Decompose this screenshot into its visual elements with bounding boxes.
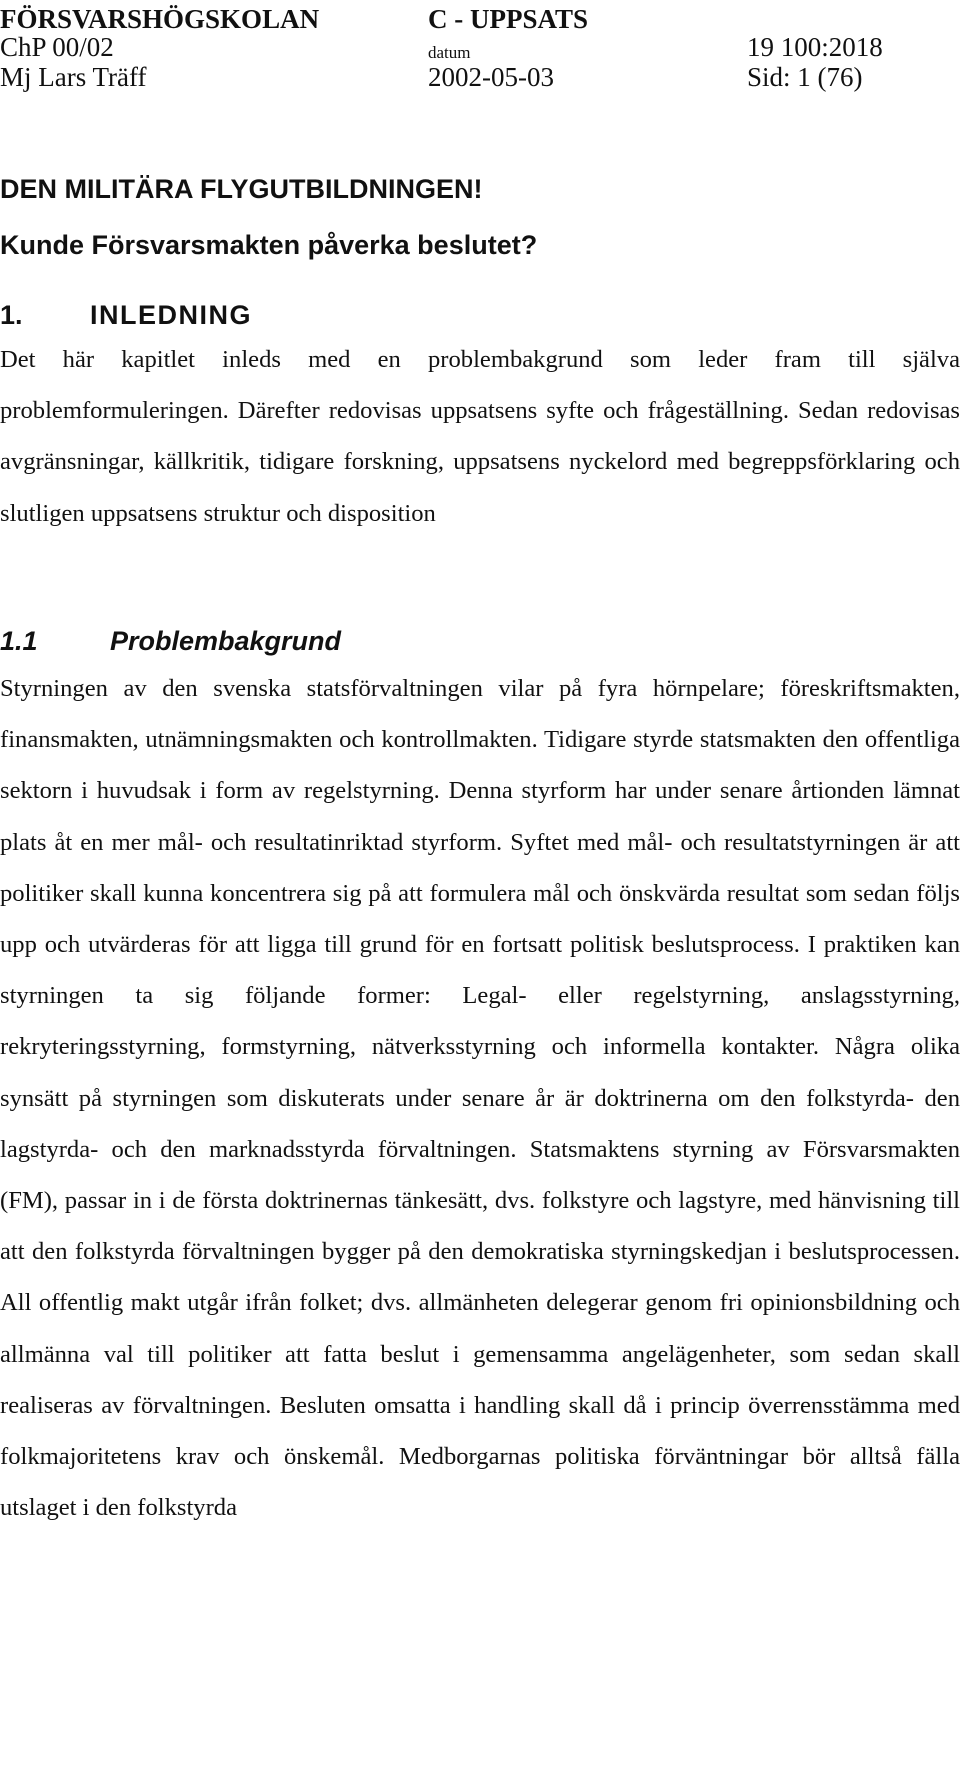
- section-number: 1.: [0, 300, 23, 330]
- page-number: Sid: 1 (76): [747, 62, 863, 92]
- author-name: Mj Lars Träff: [0, 62, 147, 92]
- header-row-3: [0, 60, 960, 100]
- subsection-heading: [0, 624, 950, 658]
- section-title: INLEDNING: [90, 300, 252, 330]
- document-title-line-2: Kunde Försvarsmakten påverka beslutet?: [0, 230, 538, 260]
- subsection-number: 1.1: [0, 626, 38, 656]
- school-name: FÖRSVARSHÖGSKOLAN: [0, 4, 320, 34]
- document-title-line-1: DEN MILITÄRA FLYGUTBILDNINGEN!: [0, 174, 483, 204]
- document-date: 2002-05-03: [428, 62, 554, 92]
- program-code: ChP 00/02: [0, 32, 114, 62]
- background-paragraph: Styrningen av den svenska statsförvaltningen vilar på fyra hörnpelare; föreskriftsmakten, finansmakten, utnämningsmakten och kontrollmakten. Tidigare styrde statsmakten den offentliga sektorn i huvudsak i form av regelstyrning. Denna styrform har under senare årtionden lämnat plats åt en mer mål- och resultatinriktad styrform. Syftet med mål- och resultatstyrningen är att politiker skall kunna koncentrera sig på att formulera mål och önskvärda resultat som sedan följs upp och utvärderas för att ligga till grund för en fortsatt politisk beslutsprocess. I praktiken kan styrningen ta sig följande former: Legal- eller regelstyrning, anslagsstyrning, rekryteringsstyrning, formstyrning, nätverksstyrning och informella kontakter. Några olika synsätt på styrningen som diskuterats under senare år är doktrinerna om den folkstyrda- den lagstyrda- och den marknadsstyrda förvaltningen. Statsmaktens styrning av Försvarsmakten (FM), passar in i de första doktrinernas tänkesätt, dvs. folkstyre och lagstyre, med hänvisning till att den folkstyrda förvaltningen bygger på den demokratiska styrningskedjan i beslutsprocessen. All offentlig makt utgår ifrån folket; dvs. allmänheten delegerar genom fri opinionsbildning och allmänna val till politiker att fatta beslut i gemensamma angelägenheter, som sedan skall realiseras av förvaltningen. Besluten omsatta i handling skall då i princip överrensstämma med folkmajoritetens krav och önskemål. Medborgarnas politiska förväntningar bör alltså fälla utslaget i den folkstyrda: [0, 675, 960, 1522]
- reference-number: 19 100:2018: [747, 32, 883, 62]
- section-heading: [0, 298, 950, 332]
- subsection-title: Problembakgrund: [110, 626, 342, 656]
- intro-paragraph: Det här kapitlet inleds med en problembakgrund som leder fram till själva problemformuleringen. Därefter redovisas uppsatsens syfte och frågeställning. Sedan redovisas avgränsningar, källkritik, tidigare forskning, uppsatsens nyckelord med begreppsförklaring och slutligen uppsatsens struktur och disposition: [0, 346, 960, 527]
- document-type: C - UPPSATS: [428, 4, 589, 34]
- date-label: datum: [428, 43, 471, 62]
